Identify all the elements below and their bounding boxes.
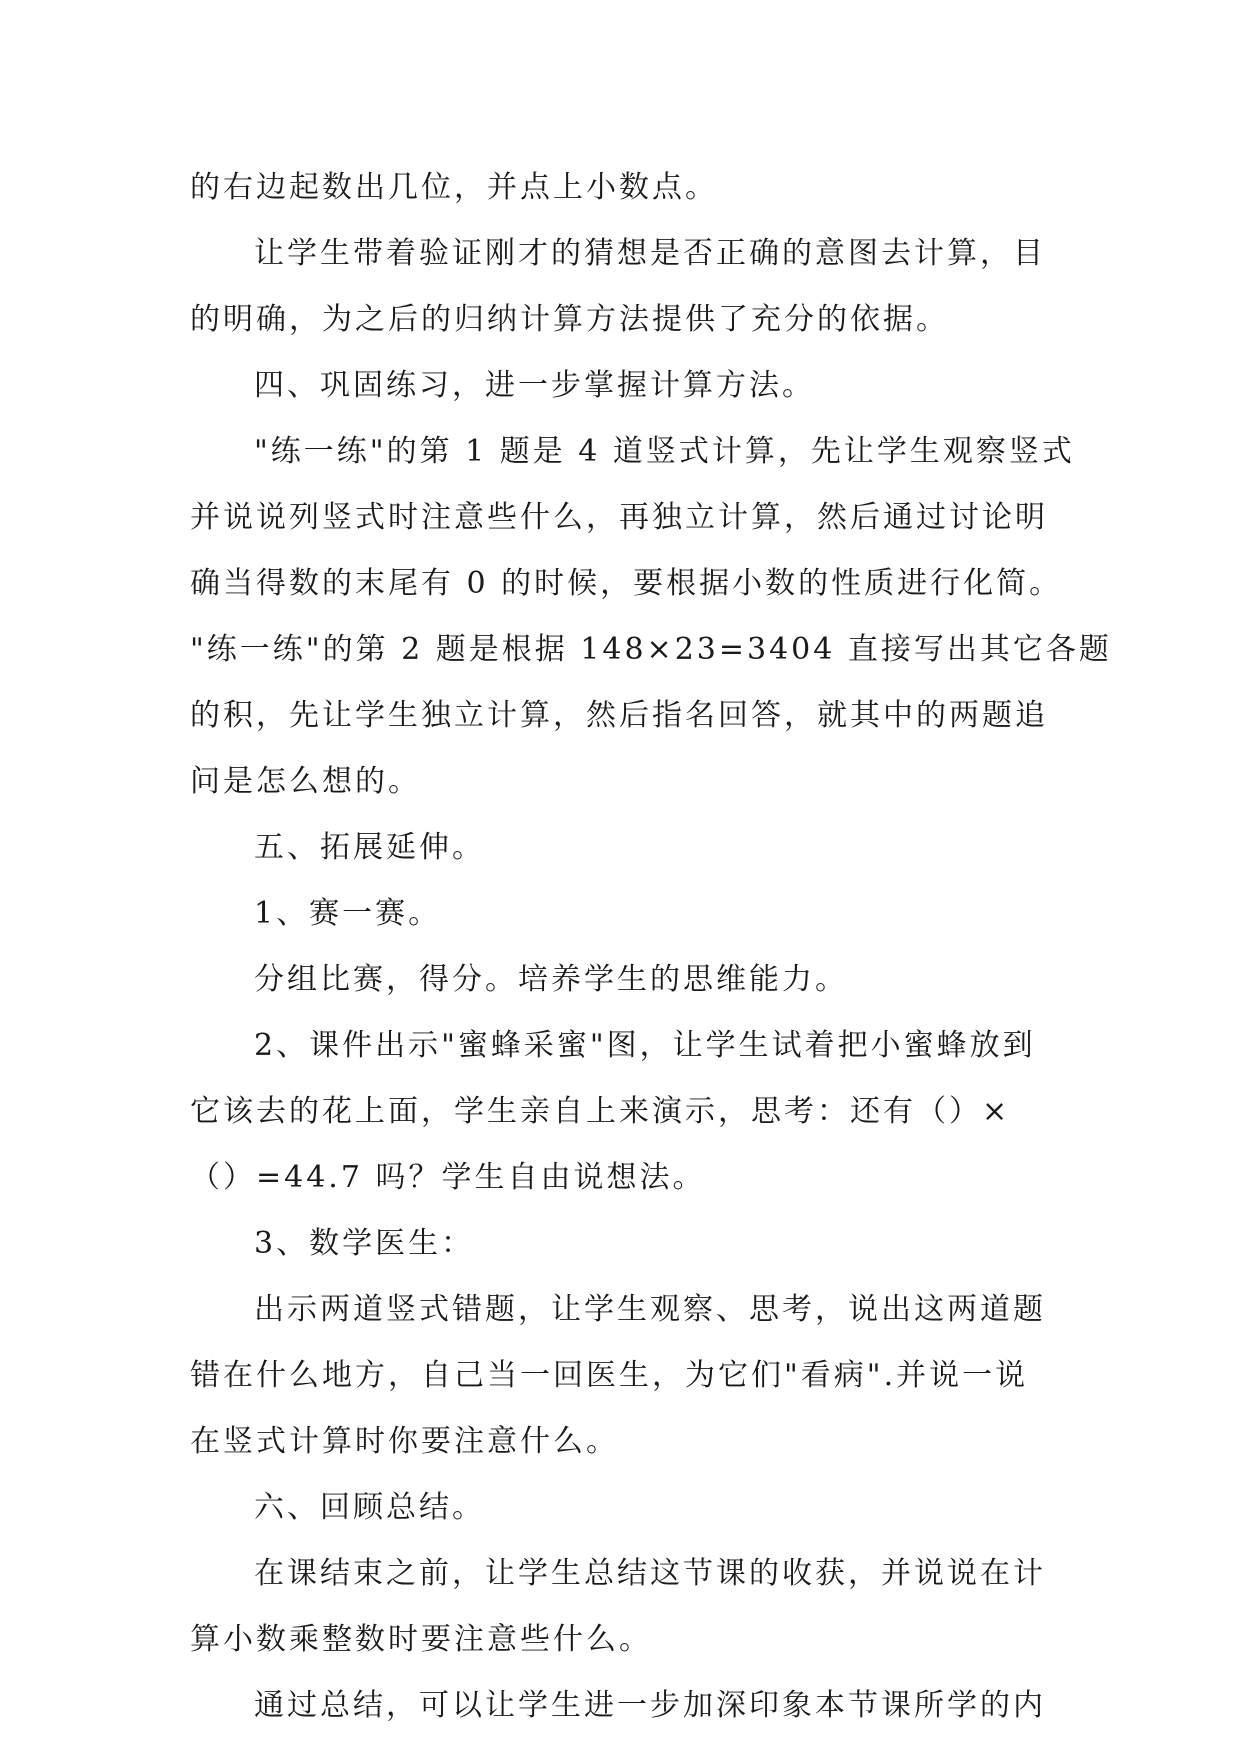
paragraph-start-line: 通过总结，可以让学生进一步加深印象本节课所学的内 [254,1688,1046,1723]
text-line: 它该去的花上面，学生亲自上来演示，思考：还有（）× [190,1094,1011,1129]
paragraph-start-line: 让学生带着验证刚才的猜想是否正确的意图去计算，目 [254,236,1046,271]
paragraph-start-line: 分组比赛，得分。培养学生的思维能力。 [254,962,848,997]
text-line: 并说说列竖式时注意些什么，再独立计算，然后通过讨论明 [190,500,1048,535]
subsection-heading: 2、课件出示"蜜蜂采蜜"图，让学生试着把小蜜蜂放到 [254,1028,1036,1063]
paragraph-start-line: 在课结束之前，让学生总结这节课的收获，并说说在计 [254,1556,1046,1591]
text-line: 错在什么地方，自己当一回医生，为它们"看病".并说一说 [190,1358,1029,1393]
text-line: "练一练"的第 2 题是根据 148×23=3404 直接写出其它各题 [190,632,1112,667]
text-line: 在竖式计算时你要注意什么。 [190,1424,619,1459]
text-line: 的积，先让学生独立计算，然后指名回答，就其中的两题追 [190,698,1048,733]
section-heading: 五、拓展延伸。 [254,830,485,865]
subsection-heading: 3、数学医生： [254,1226,475,1261]
text-line: 问是怎么想的。 [190,764,421,799]
section-heading: 六、回顾总结。 [254,1490,485,1525]
paragraph-start-line: 出示两道竖式错题，让学生观察、思考，说出这两道题 [254,1292,1046,1327]
text-line: 的右边起数出几位，并点上小数点。 [190,170,718,205]
section-heading: 四、巩固练习，进一步掌握计算方法。 [254,368,815,403]
document-page [190,155,1112,1739]
text-line: 确当得数的末尾有 0 的时候，要根据小数的性质进行化简。 [190,566,1063,601]
text-line: （）=44.7 吗？学生自由说想法。 [190,1160,706,1195]
subsection-heading: 1、赛一赛。 [254,896,442,931]
paragraph-start-line: "练一练"的第 1 题是 4 道竖式计算，先让学生观察竖式 [254,434,1075,469]
text-line: 的明确，为之后的归纳计算方法提供了充分的依据。 [190,302,949,337]
text-line: 算小数乘整数时要注意些什么。 [190,1622,652,1657]
